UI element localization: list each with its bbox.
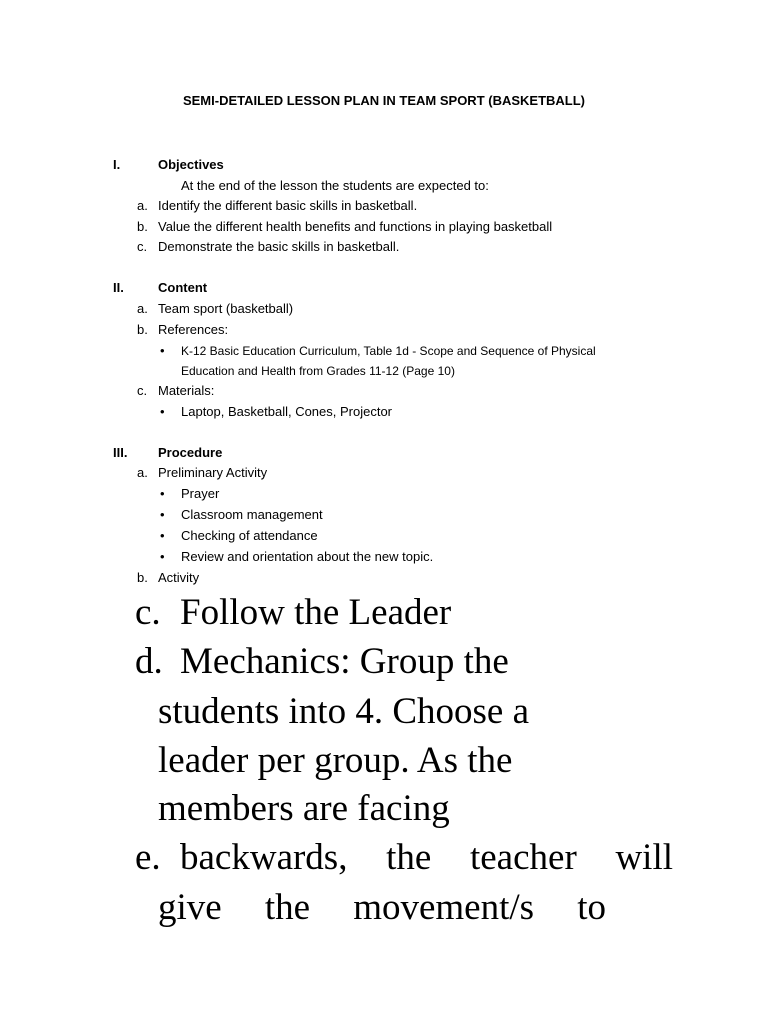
list-letter: c. bbox=[137, 239, 148, 254]
procedure-item: Preliminary Activity bbox=[158, 465, 268, 480]
list-letter: c. bbox=[137, 383, 148, 398]
word: the bbox=[386, 837, 432, 878]
word: give bbox=[158, 887, 222, 928]
large-list-letter: d. bbox=[135, 641, 163, 682]
word: the bbox=[264, 887, 311, 928]
large-justified-line bbox=[180, 834, 673, 882]
word: teacher bbox=[469, 837, 577, 878]
procedure-item: Activity bbox=[158, 570, 200, 585]
large-item-text: leader per group. As the bbox=[158, 740, 513, 781]
list-letter: a. bbox=[137, 198, 148, 213]
word: backwards, bbox=[180, 837, 348, 878]
section-3-heading: Procedure bbox=[158, 445, 223, 460]
word: will bbox=[615, 837, 673, 878]
preliminary-bullet: Prayer bbox=[181, 486, 220, 501]
list-letter: b. bbox=[137, 219, 148, 234]
list-letter: b. bbox=[137, 570, 148, 585]
large-item-text: students into 4. Choose a bbox=[158, 691, 530, 732]
objective-item: Demonstrate the basic skills in basketball. bbox=[158, 239, 400, 254]
word: movement/s bbox=[353, 887, 535, 928]
objectives-intro: At the end of the lesson the students are expected to: bbox=[181, 178, 489, 193]
objective-item: Identify the different basic skills in basketball. bbox=[158, 198, 418, 213]
large-item-text: Mechanics: Group the bbox=[180, 641, 509, 682]
word: to bbox=[577, 887, 606, 928]
document-title: SEMI-DETAILED LESSON PLAN IN TEAM SPORT (BASKETBALL) bbox=[182, 93, 586, 108]
section-2-numeral: II. bbox=[113, 280, 124, 295]
list-letter: b. bbox=[137, 322, 148, 337]
preliminary-bullet: Review and orientation about the new topic. bbox=[181, 549, 434, 564]
objective-item: Value the different health benefits and functions in playing basketball bbox=[158, 219, 553, 234]
bullet-icon: • bbox=[160, 343, 165, 358]
large-list-letter: e. bbox=[135, 837, 161, 878]
reference-line: K-12 Basic Education Curriculum, Table 1d - Scope and Sequence of Physical bbox=[181, 344, 596, 358]
bullet-icon: • bbox=[160, 486, 165, 501]
content-item: Materials: bbox=[158, 383, 215, 398]
list-letter: a. bbox=[137, 465, 148, 480]
section-3-numeral: III. bbox=[113, 445, 128, 460]
large-list-letter: c. bbox=[135, 592, 161, 633]
section-1-numeral: I. bbox=[113, 157, 121, 172]
bullet-icon: • bbox=[160, 404, 165, 419]
bullet-icon: • bbox=[160, 507, 165, 522]
section-2-heading: Content bbox=[158, 280, 208, 295]
large-item-text: members are facing bbox=[158, 788, 450, 829]
bullet-icon: • bbox=[160, 528, 165, 543]
content-item: References: bbox=[158, 322, 229, 337]
section-1-heading: Objectives bbox=[158, 157, 224, 172]
reference-line: Education and Health from Grades 11-12 (Page 10) bbox=[181, 364, 455, 378]
large-item-text: Follow the Leader bbox=[180, 592, 452, 633]
materials-line: Laptop, Basketball, Cones, Projector bbox=[181, 404, 393, 419]
bullet-icon: • bbox=[160, 549, 165, 564]
list-letter: a. bbox=[137, 301, 148, 316]
content-item: Team sport (basketball) bbox=[158, 301, 294, 316]
preliminary-bullet: Checking of attendance bbox=[181, 528, 318, 543]
preliminary-bullet: Classroom management bbox=[181, 507, 323, 522]
large-justified-line bbox=[158, 884, 606, 932]
